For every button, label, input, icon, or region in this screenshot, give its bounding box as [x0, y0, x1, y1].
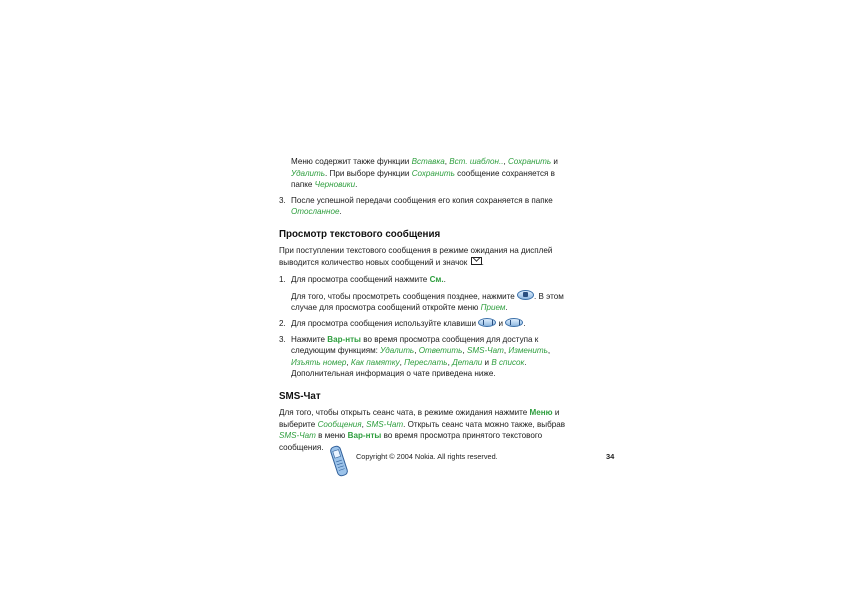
scroll-keys-icon [478, 318, 496, 327]
scroll-keys-icon [505, 318, 523, 327]
func-template: Вст. шаблон.. [449, 157, 504, 166]
page-number: 34 [606, 452, 615, 461]
func-delete: Удалить [291, 168, 326, 178]
list-item: 3. После успешной передачи сообщения его копия сохраняется в папке Отосланное. [279, 195, 553, 217]
menu-messages: Сообщения [317, 419, 362, 429]
envelope-icon [471, 257, 482, 265]
folder-drafts: Черновики [314, 180, 356, 190]
softkey-options-2: Вар-нты [347, 431, 382, 441]
functions-paragraph: Меню содержит также функции Вставка, Вст. шаблон.., Сохранить и Удалить. При выборе функции Сохранить сообщение сохраняется в папке Черновики. [291, 157, 558, 190]
menu-sms-chat: SMS-Чат [366, 419, 404, 429]
list-item: 1. Для просмотра сообщений нажмите См.. [279, 275, 446, 285]
section-heading-view-message: Просмотр текстового сообщения [279, 228, 441, 240]
folder-inbox: Прием [480, 303, 506, 313]
later-view-note: Для того, чтобы просмотреть сообщения позднее, нажмите . В этом случае для просмотра сообщений откройте меню Прием. [291, 291, 564, 313]
select-key-icon [517, 290, 534, 300]
list-item: 3. Нажмите Вар-нты во время просмотра сообщения для доступа к следующим функциям: Удалить, Ответить, SMS-Чат, Изменить, Изъять номер, Как памятку, Переслать, Детали и В список. Дополнительная информация о чате приведена ниже. [279, 334, 551, 379]
view-intro: При поступлении текстового сообщения в режиме ожидания на дисплей выводится количество новых сообщений и значок . [279, 245, 553, 267]
list-item: 2. Для просмотра сообщения используйте клавиши и . [279, 318, 526, 328]
section-heading-sms-chat: SMS-Чат [279, 390, 321, 402]
softkey-options: Вар-нты [327, 334, 361, 344]
menu-sms-chat-2: SMS-Чат [279, 431, 316, 441]
copyright-text: Copyright © 2004 Nokia. All rights reserved. [356, 452, 498, 461]
softkey-menu: Меню [529, 407, 553, 417]
func-insert: Вставка [411, 157, 445, 166]
func-save: Сохранить [507, 157, 552, 166]
func-save-2: Сохранить [411, 168, 455, 178]
page-content [279, 156, 569, 453]
softkey-show: См. [429, 275, 444, 285]
chat-paragraph: Для того, чтобы открыть сеанс чата, в режиме ожидания нажмите Меню и выберите Сообщения, SMS-Чат. Открыть сеанс чата можно также, выбрав SMS-Чат в меню Вар-нты во время просмотра принятого текстового сообщения. [279, 407, 566, 452]
folder-sent: Отосланное [291, 207, 340, 217]
